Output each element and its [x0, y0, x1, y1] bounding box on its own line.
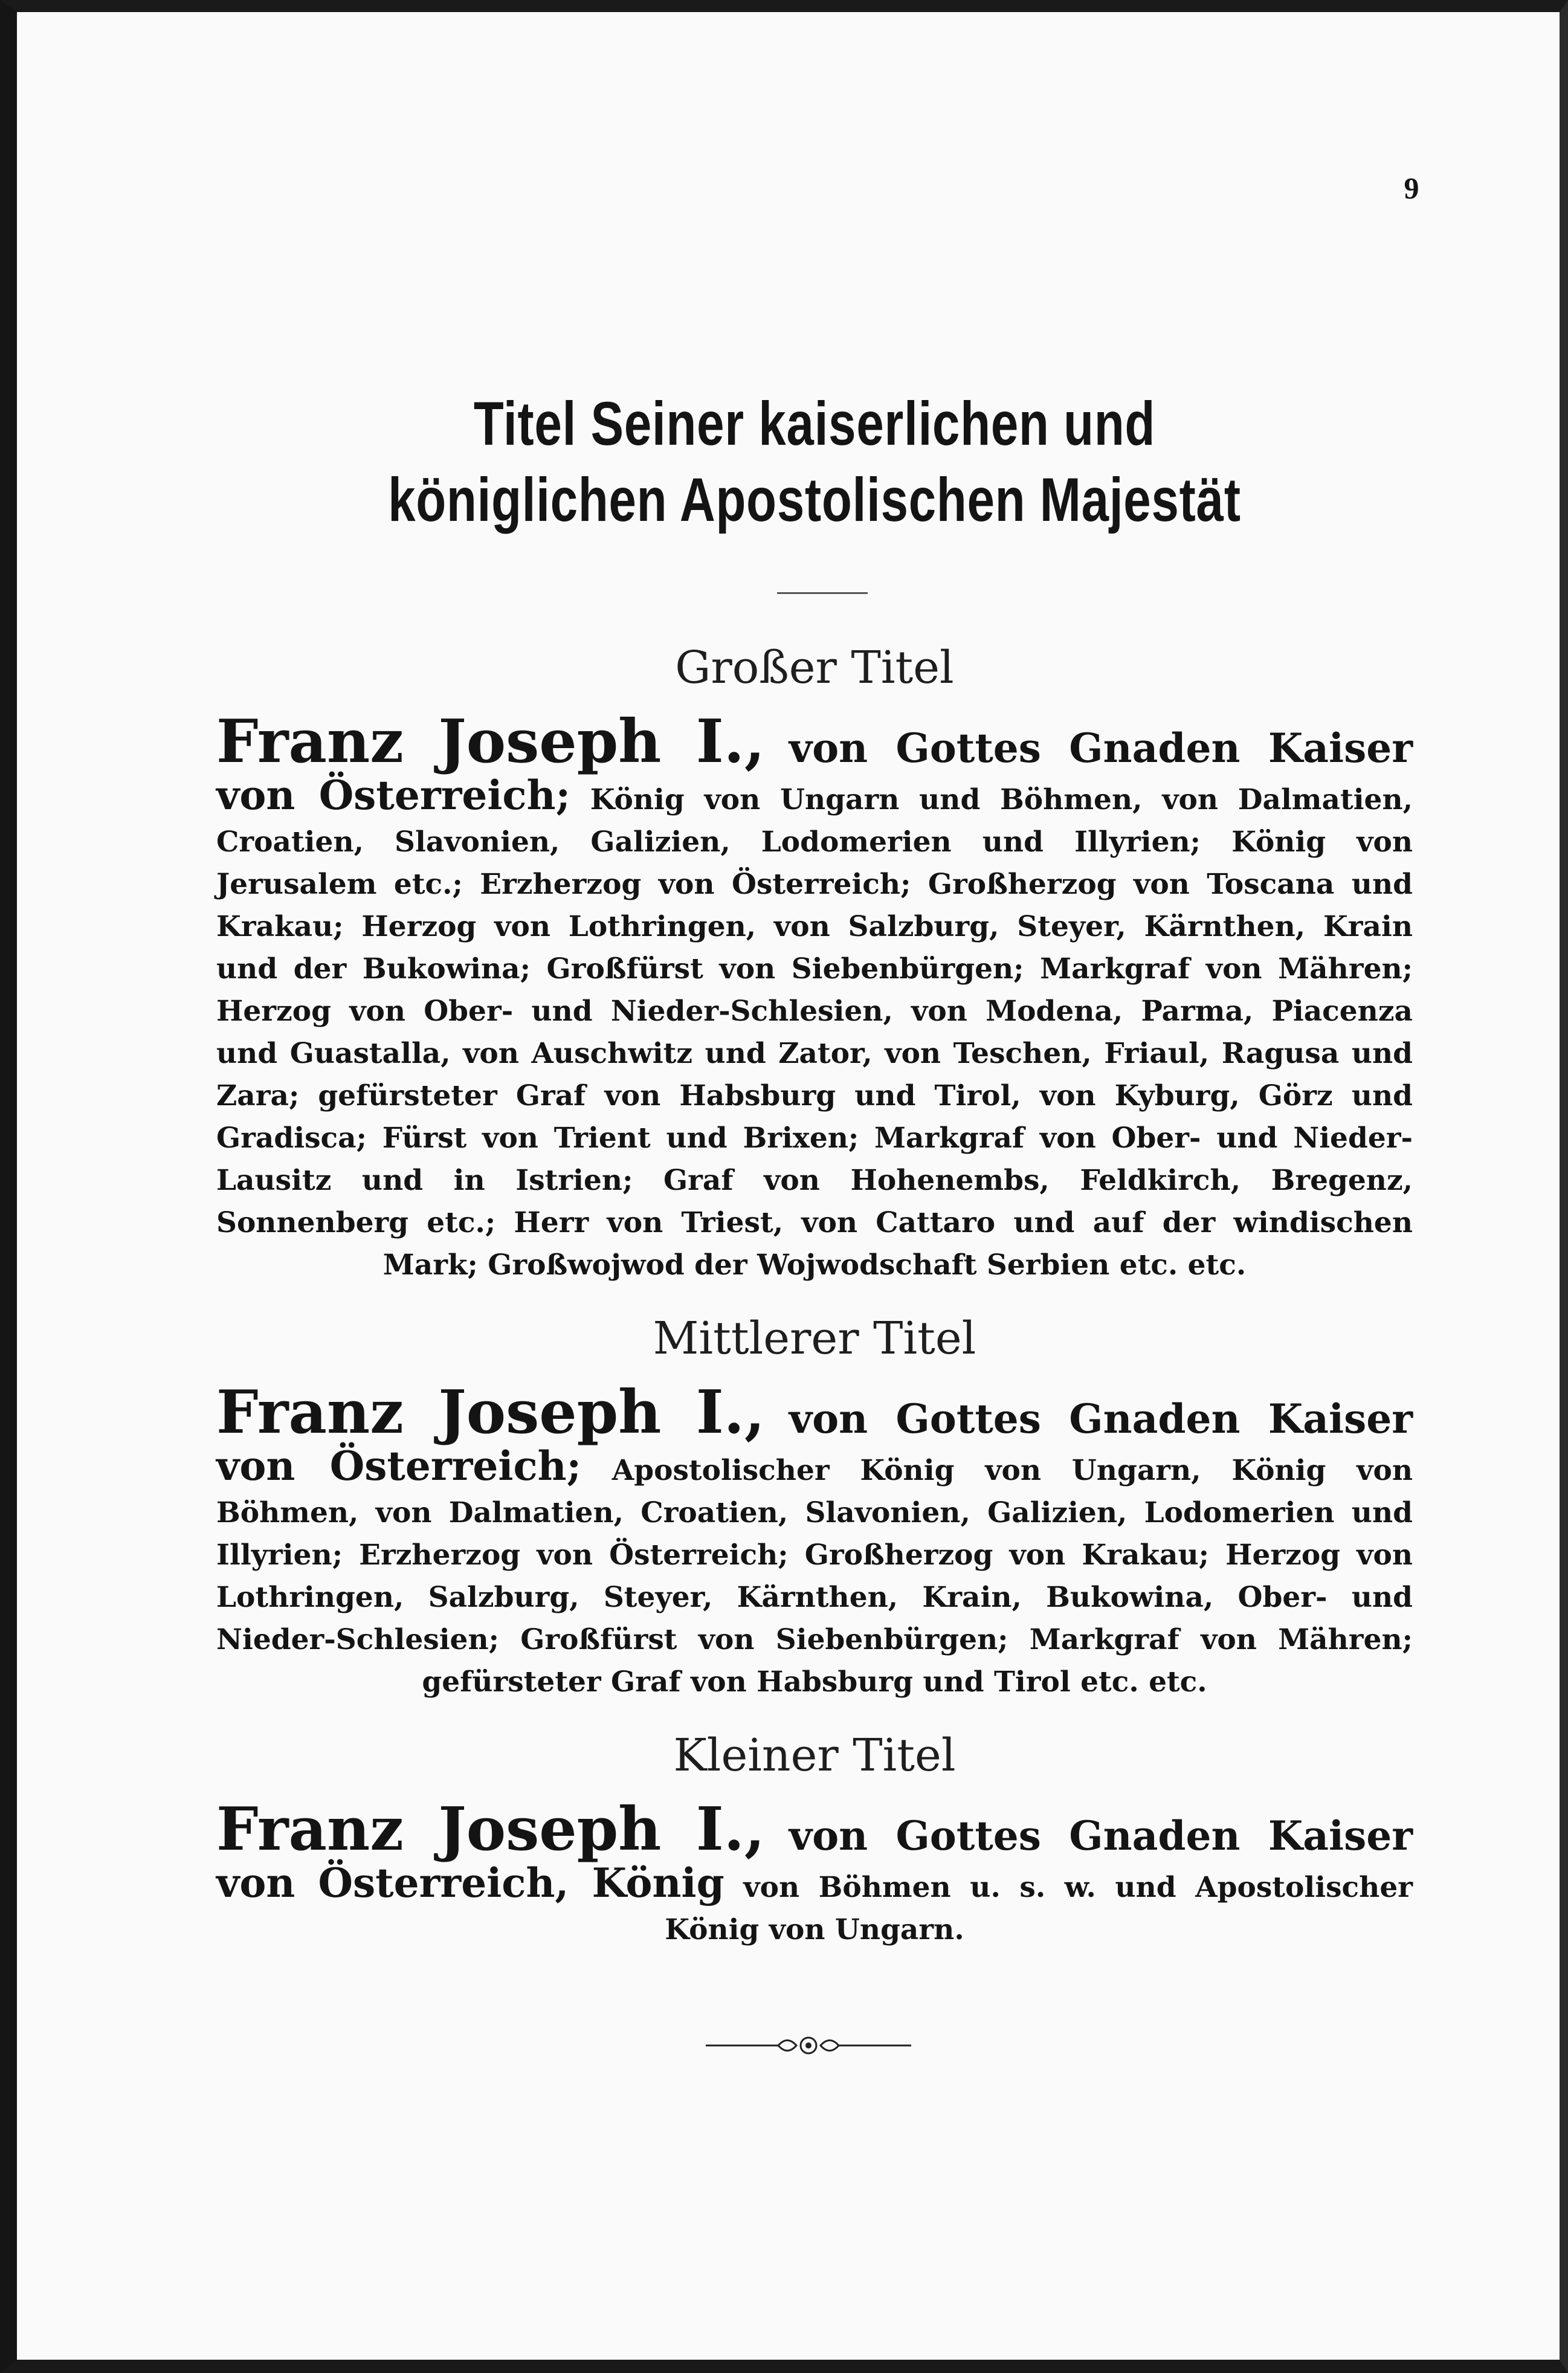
title-lead: Franz Joseph I., — [216, 1378, 765, 1447]
title-opening: von Gottes Gnaden Kaiser von Österreich, König — [216, 1812, 1413, 1906]
section-heading-large-title: Großer Titel — [675, 642, 954, 694]
medium-title-text — [216, 1378, 1413, 1703]
title-lead: Franz Joseph I., — [216, 1795, 765, 1864]
page-number: 9 — [1404, 171, 1419, 205]
title-body: Apostolischer König von Ungarn, König von Böhmen, von Dalmatien, Croatien, Slavonien, Galizien, Lodomerien und Illyrien; Erzherzog von Österreich; Großherzog von Krakau; Herzog von Lothringen, Salzburg, Steyer, Kärnthen, Krain, Bukowina, Ober- und Nieder-Schlesien; Großfürst von Siebenbürgen; Markgraf von Mähren; gefürsteter Graf von Habsburg und Tirol etc. etc. — [216, 1454, 1413, 1699]
small-title-text — [216, 1795, 1413, 1951]
page-title: Titel Seiner kaiserlichen und königlichen Apostolischen Majestät — [388, 389, 1241, 534]
decorative-divider-icon — [706, 2030, 911, 2061]
title-lead: Franz Joseph I., — [216, 707, 765, 776]
title-body: von Böhmen u. s. w. und Apostolischer König von Ungarn. — [665, 1871, 1413, 1946]
title-body: König von Ungarn und Böhmen, von Dalmatien, Croatien, Slavonien, Galizien, Lodomerien und Illyrien; König von Jerusalem etc.; Erzherzog von Österreich; Großherzog von Toscana und Krakau; Herzog von Lothringen, von Salzburg, Steyer, Kärnthen, Krain und der Bukowina; Großfürst von Siebenbürgen; Markgraf von Mähren; Herzog von Ober- und Nieder-Schlesien, von Modena, Parma, Piacenza und Guastalla, von Auschwitz und Zator, von Teschen, Friaul, Ragusa und Zara; gefürsteter Graf von Habsburg und Tirol, von Kyburg, Görz und Gradisca; Fürst von Trient und Brixen; Markgraf von Ober- und Nieder-Lausitz und in Istrien; Graf von Hohenembs, Feldkirch, Bregenz, Sonnenberg etc.; Herr von Triest, von Cattaro und auf der windischen Mark; Großwojwod der Wojwodschaft Serbien etc. etc. — [216, 783, 1413, 1282]
title-rule — [777, 592, 868, 594]
large-title-text — [216, 707, 1413, 1287]
title-opening: von Gottes Gnaden Kaiser von Österreich; — [216, 725, 1413, 819]
section-heading-small-title: Kleiner Titel — [673, 1729, 956, 1781]
title-opening: von Gottes Gnaden Kaiser von Österreich; — [216, 1395, 1413, 1490]
section-heading-medium-title: Mittlerer Titel — [653, 1312, 976, 1364]
